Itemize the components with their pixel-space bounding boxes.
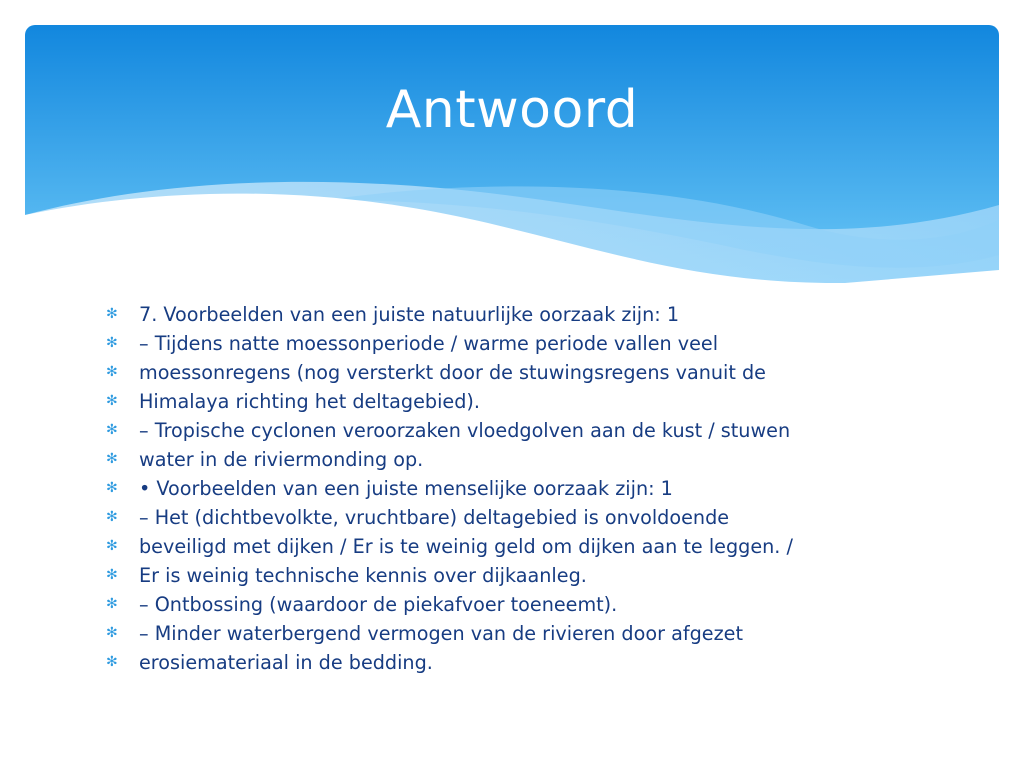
asterisk-bullet-icon: ✻ [106,422,118,438]
asterisk-bullet-icon: ✻ [106,538,118,554]
asterisk-bullet-icon: ✻ [106,625,118,641]
list-item-text: • Voorbeelden van een juiste menselijke oorzaak zijn: 1 [139,477,673,500]
list-item-text: Er is weinig technische kennis over dijkaanleg. [139,564,587,587]
list-item-text: – Tropische cyclonen veroorzaken vloedgolven aan de kust / stuwen [139,419,791,442]
asterisk-bullet-icon: ✻ [106,567,118,583]
asterisk-bullet-icon: ✻ [106,654,118,670]
asterisk-bullet-icon: ✻ [106,480,118,496]
list-item [104,474,864,503]
list-item [104,532,864,561]
list-item [104,619,864,648]
asterisk-bullet-icon: ✻ [106,393,118,409]
list-item [104,300,864,329]
list-item-text: moessonregens (nog versterkt door de stuwingsregens vanuit de [139,361,766,384]
list-item-text: – Ontbossing (waardoor de piekafvoer toeneemt). [139,593,618,616]
asterisk-bullet-icon: ✻ [106,509,118,525]
list-item [104,648,864,677]
list-item-text: – Minder waterbergend vermogen van de rivieren door afgezet [139,622,743,645]
list-item [104,416,864,445]
list-item [104,590,864,619]
list-item [104,387,864,416]
asterisk-bullet-icon: ✻ [106,364,118,380]
list-item-text: beveiligd met dijken / Er is te weinig geld om dijken aan te leggen. / [139,535,793,558]
wave-background [25,25,999,285]
list-item-text: erosiemateriaal in de bedding. [139,651,433,674]
slide-title: Antwoord [385,80,639,140]
asterisk-bullet-icon: ✻ [106,596,118,612]
list-item [104,503,864,532]
asterisk-bullet-icon: ✻ [106,335,118,351]
asterisk-bullet-icon: ✻ [106,451,118,467]
list-item [104,329,864,358]
list-item-text: Himalaya richting het deltagebied). [139,390,480,413]
list-item-text: water in de riviermonding op. [139,448,424,471]
list-item-text: 7. Voorbeelden van een juiste natuurlijke oorzaak zijn: 1 [139,303,680,326]
list-item-text: – Tijdens natte moessonperiode / warme periode vallen veel [139,332,719,355]
list-item [104,561,864,590]
list-item [104,445,864,474]
list-item-text: – Het (dichtbevolkte, vruchtbare) deltagebied is onvoldoende [139,506,730,529]
bullet-list [104,300,864,677]
header-banner [25,25,999,285]
asterisk-bullet-icon: ✻ [106,306,118,322]
list-item [104,358,864,387]
